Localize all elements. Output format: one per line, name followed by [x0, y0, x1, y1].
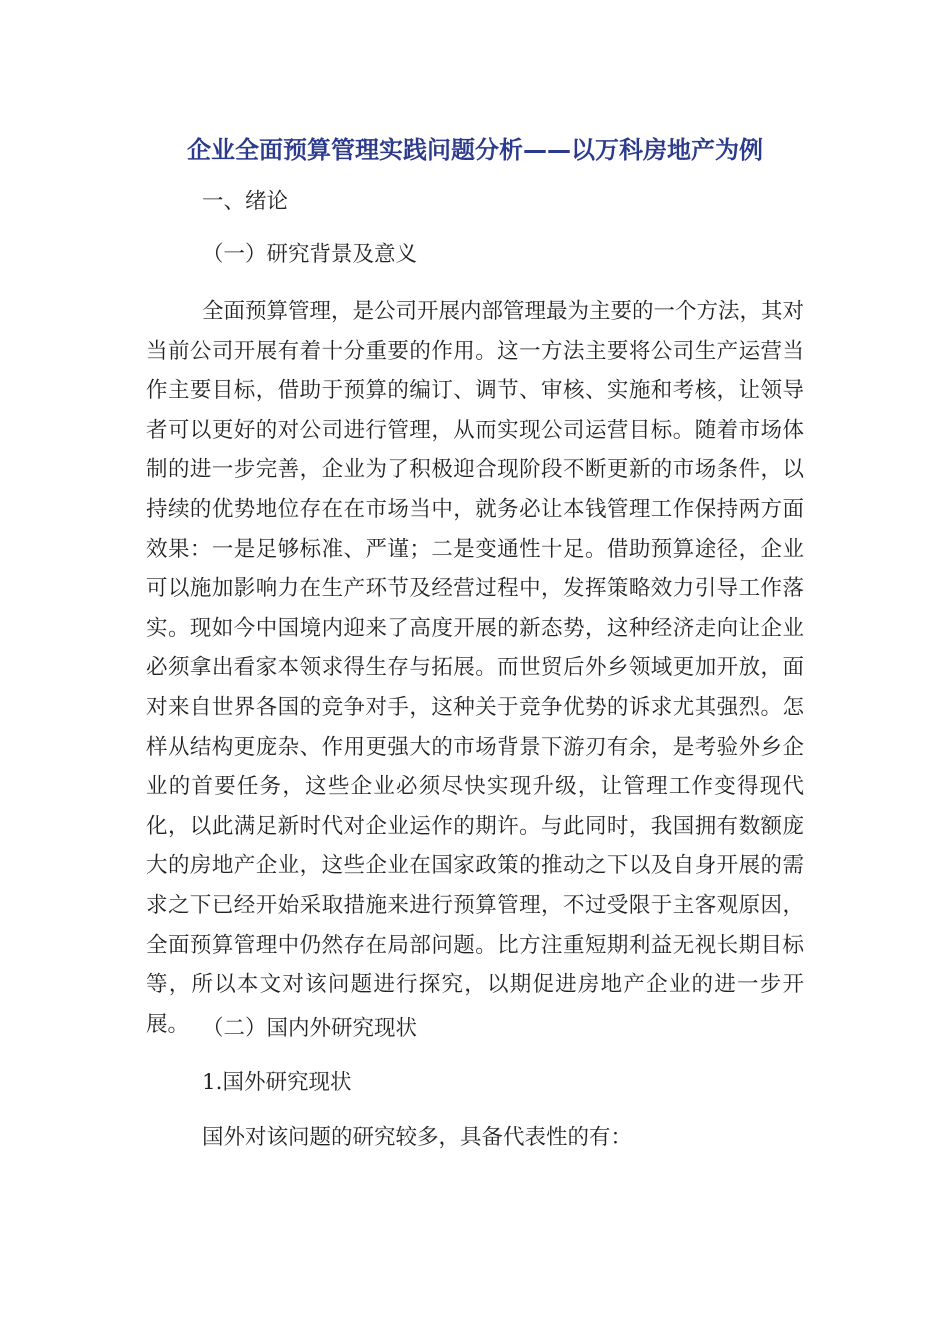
- document-title: 企业全面预算管理实践问题分析——以万科房地产为例: [187, 136, 763, 164]
- subsection-heading-research-status: （二）国内外研究现状: [202, 1016, 418, 1041]
- item-heading-foreign-research: 1.国外研究现状: [202, 1070, 352, 1095]
- subsection-heading-background: （一）研究背景及意义: [202, 242, 418, 267]
- body-text-foreign-research: 国外对该问题的研究较多，具备代表性的有：: [202, 1125, 633, 1150]
- section-heading-introduction: 一、绪论: [202, 189, 289, 214]
- body-paragraph: 全面预算管理，是公司开展内部管理最为主要的一个方法，其对当前公司开展有着十分重要的作用。这一方法主要将公司生产运营当作主要目标，借助于预算的编订、调节、审核、实施和考核，让领导者可以更好的对公司进行管理，从而实现公司运营目标。随着市场体制的进一步完善，企业为了积极迎合现阶段不断更新的市场条件，以持续的优势地位存在在市场当中，就务必让本钱管理工作保持两方面效果：一是足够标准、严谨；二是变通性十足。借助预算途径，企业可以施加影响力在生产环节及经营过程中，发挥策略效力引导工作落实。现如今中国境内迎来了高度开展的新态势，这种经济走向让企业必须拿出看家本领求得生存与拓展。而世贸后外乡领域更加开放，面对来自世界各国的竞争对手，这种关于竞争优势的诉求尤其强烈。怎样从结构更庞杂、作用更强大的市场背景下游刃有余，是考验外乡企业的首要任务，这些企业必须尽快实现升级，让管理工作变得现代化，以此满足新时代对企业运作的期许。与此同时，我国拥有数额庞大的房地产企业，这些企业在国家政策的推动之下以及自身开展的需求之下已经开始采取措施来进行预算管理，不过受限于主客观原因，全面预算管理中仍然存在局部问题。比方注重短期利益无视长期目标等，所以本文对该问题进行探究，以期促进房地产企业的进一步开展。: [146, 299, 805, 1037]
